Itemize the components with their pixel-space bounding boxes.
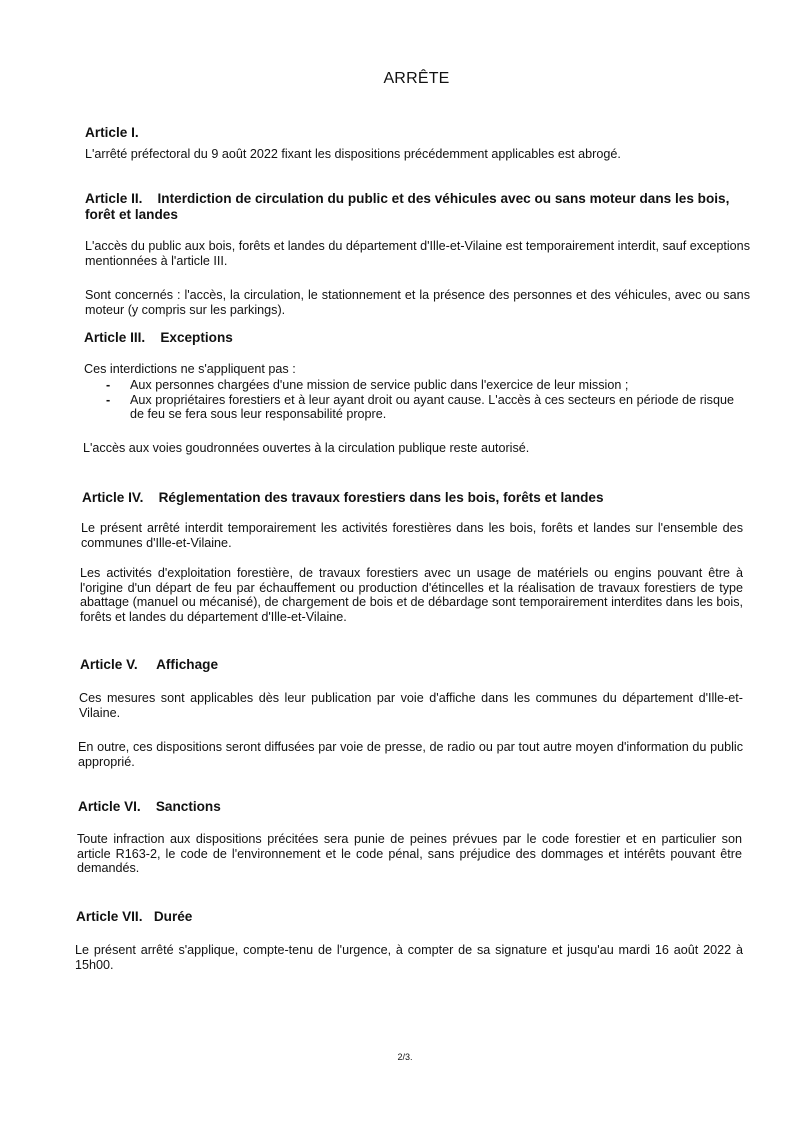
- page-number: 2/3.: [397, 1052, 413, 1062]
- article-3-title: Exceptions: [160, 330, 233, 345]
- article-3-paragraph-1: L'accès aux voies goudronnées ouvertes à la circulation publique reste autorisé.: [83, 441, 530, 455]
- article-3-heading: [84, 330, 233, 346]
- article-7-heading: [76, 909, 192, 925]
- article-4-title: Réglementation des travaux forestiers dans les bois, forêts et landes: [158, 490, 604, 505]
- article-3-exceptions-list: [106, 378, 734, 422]
- article-4-number: Article IV.: [82, 490, 144, 505]
- article-5-paragraph-1: Ces mesures sont applicables dès leur publication par voie d'affiche dans les communes du département d'Ille-et-Vilaine.: [79, 691, 743, 720]
- article-6-heading: [78, 799, 221, 815]
- article-2-paragraph-2: Sont concernés : l'accès, la circulation, le stationnement et la présence des personnes et des véhicules, avec ou sans moteur (y compris sur les parkings).: [85, 288, 750, 317]
- article-6-paragraph-1: Toute infraction aux dispositions précitées sera punie de peines prévues par le code forestier et en particulier son article R163-2, le code de l'environnement et le code pénal, sans préjudice des dommages et intérêts pouvant être demandés.: [77, 832, 742, 876]
- article-1-heading: [85, 125, 139, 141]
- article-5-number: Article V.: [80, 657, 138, 672]
- document-title: ARRÊTE: [383, 70, 450, 87]
- article-2-heading: [85, 191, 750, 223]
- article-2-title: Interdiction de circulation du public et des véhicules avec ou sans moteur dans les bois, forêt et landes: [85, 191, 730, 222]
- article-2-paragraph-1: L'accès du public aux bois, forêts et landes du département d'Ille-et-Vilaine est temporairement interdit, sauf exceptions mentionnées à l'article III.: [85, 239, 750, 268]
- article-4-paragraph-2: Les activités d'exploitation forestière, de travaux forestiers avec un usage de matériels ou engins pouvant être à l'origine d'un départ de feu par échauffement ou production d'étincelles et la réalisation de travaux forestiers de type abattage (manuel ou mécanisé), de chargement de bois et de débardage sont temporairement interdites dans les bois, forêts et landes du département d'Ille-et-Vilaine.: [80, 566, 743, 624]
- article-7-title: Durée: [153, 909, 193, 924]
- article-3-number: Article III.: [84, 330, 146, 345]
- article-5-paragraph-2: En outre, ces dispositions seront diffusées par voie de presse, de radio ou par tout autre moyen d'information du public approprié.: [78, 740, 743, 769]
- article-7-number: Article VII.: [76, 909, 143, 924]
- article-2-number: Article II.: [85, 191, 143, 206]
- article-6-number: Article VI.: [78, 799, 141, 814]
- article-1-number: Article I.: [85, 125, 139, 140]
- article-4-heading: [82, 490, 742, 506]
- list-item: - Aux propriétaires forestiers et à leur ayant droit ou ayant cause. L'accès à ces secteurs en période de risque de feu se fera sous leur responsabilité propre.: [106, 393, 734, 422]
- article-1-paragraph-1: L'arrêté préfectoral du 9 août 2022 fixant les dispositions précédemment applicables est abrogé.: [85, 147, 621, 161]
- article-5-heading: [80, 657, 218, 673]
- article-3-intro: Ces interdictions ne s'appliquent pas :: [84, 362, 296, 376]
- article-4-paragraph-1: Le présent arrêté interdit temporairement les activités forestières dans les bois, forêts et landes sur l'ensemble des communes d'Ille-et-Vilaine.: [81, 521, 743, 550]
- article-5-title: Affichage: [156, 657, 219, 672]
- article-7-paragraph-1: Le présent arrêté s'applique, compte-tenu de l'urgence, à compter de sa signature et jusqu'au mardi 16 août 2022 à 15h00.: [75, 943, 743, 972]
- article-6-title: Sanctions: [155, 799, 221, 814]
- list-item: - Aux personnes chargées d'une mission de service public dans l'exercice de leur mission ;: [106, 378, 734, 393]
